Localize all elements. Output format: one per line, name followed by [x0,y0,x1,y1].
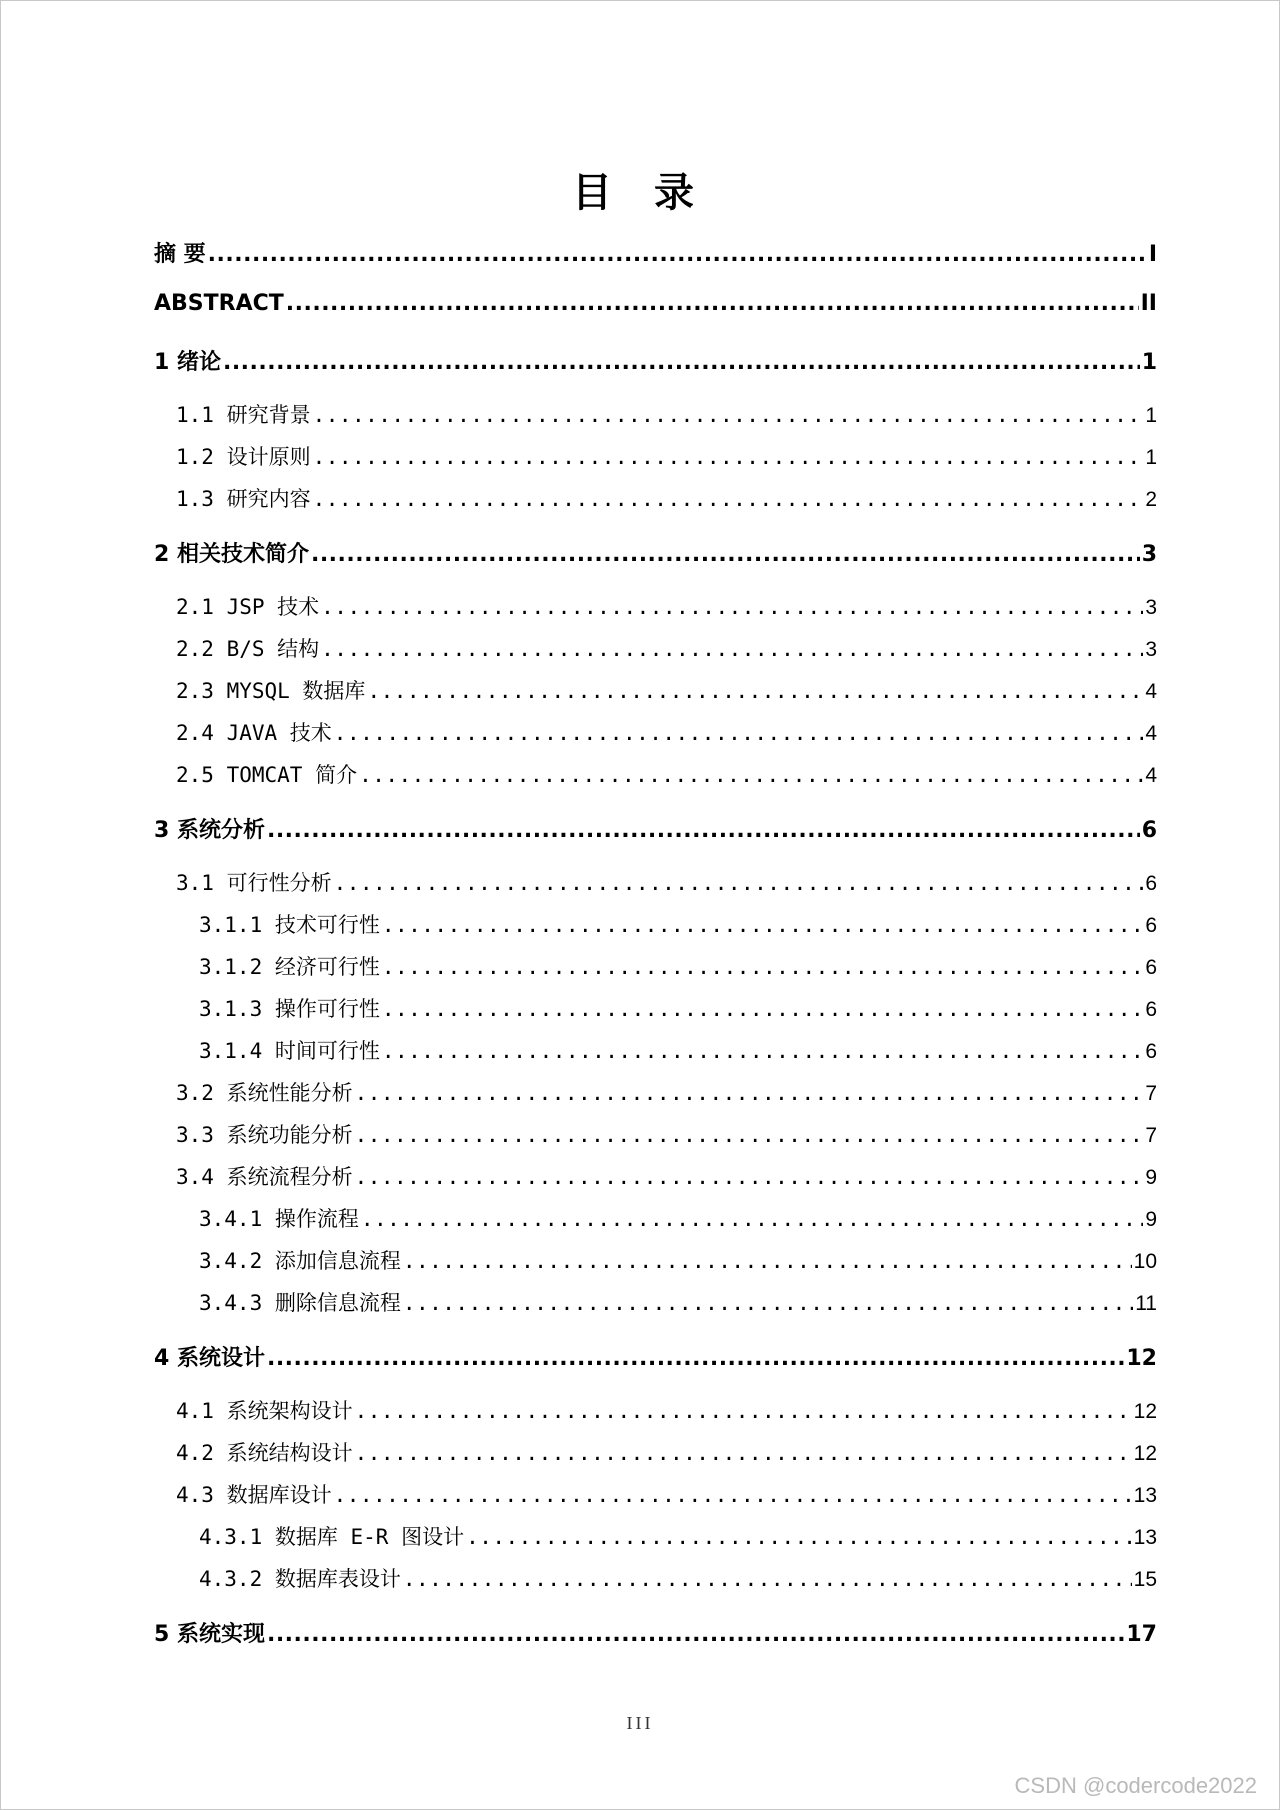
toc-entry-label: 3.4.1 操作流程 [199,1207,359,1231]
toc-entry-page: 6 [1145,914,1157,937]
toc-entry-label: 2 相关技术简介 [154,542,309,567]
toc-entry-page: 15 [1133,1568,1157,1591]
toc-leader-dots [359,763,1143,787]
toc-entry[interactable] [154,483,1157,513]
toc-entry[interactable] [154,1119,1157,1149]
toc-entry[interactable] [154,1287,1157,1317]
toc-entry-page: 1 [1145,404,1157,427]
toc-entry[interactable] [154,591,1157,621]
toc-entry-label: 2.1 JSP 技术 [176,595,320,619]
toc-entry[interactable] [154,237,1157,268]
toc-entry-label: 5 系统实现 [154,1622,265,1647]
toc-leader-dots [334,871,1144,895]
toc-leader-dots [267,1346,1124,1371]
toc-entry-page: I [1148,242,1157,267]
toc-entry-label: 1 绪论 [154,350,221,375]
toc-leader-dots [403,1291,1133,1315]
toc-entry-label: 1.1 研究背景 [176,403,311,427]
toc-entry-label: ABSTRACT [154,291,284,316]
toc-entry-page: 9 [1145,1208,1157,1231]
toc-leader-dots [355,1441,1132,1465]
toc-entry[interactable] [154,993,1157,1023]
toc-entry-label: 1.2 设计原则 [176,445,311,469]
toc-entry-page: 1 [1141,350,1157,375]
toc-leader-dots [313,403,1144,427]
toc-entry-label: 4.3.1 数据库 E-R 图设计 [199,1525,465,1549]
toc-entry-page: 4 [1145,680,1157,703]
toc-entry-label: 4.2 系统结构设计 [176,1441,353,1465]
toc-entry[interactable] [154,1161,1157,1191]
toc-entry[interactable] [154,1077,1157,1107]
toc-entry[interactable] [154,633,1157,663]
toc-entry-page: 2 [1145,488,1157,511]
toc-leader-dots [313,445,1144,469]
page-number: III [626,1713,654,1733]
toc-entry[interactable] [154,1563,1157,1593]
toc-entry-page: 12 [1133,1442,1157,1465]
toc-leader-dots [403,1567,1132,1591]
toc-entry-page: 6 [1145,1040,1157,1063]
toc-leader-dots [355,1123,1144,1147]
toc-entry-label: 2.4 JAVA 技术 [176,721,332,745]
watermark: CSDN @codercode2022 [1014,1773,1257,1798]
toc-leader-dots [382,1039,1143,1063]
toc-entry-page: 7 [1145,1124,1157,1147]
toc-entry[interactable] [154,759,1157,789]
toc-entry-page: 3 [1141,542,1157,567]
toc-entry[interactable] [154,813,1157,844]
toc-entry[interactable] [154,291,1157,316]
toc-entry-page: 6 [1145,998,1157,1021]
toc-entry[interactable] [154,537,1157,568]
toc-entry-page: 1 [1145,446,1157,469]
toc-leader-dots [334,1483,1132,1507]
toc-entry-label: 3.4 系统流程分析 [176,1165,353,1189]
toc-entry-page: 13 [1133,1526,1157,1549]
toc-entry-page: II [1140,291,1157,316]
toc-entry-label: 4.3 数据库设计 [176,1483,332,1507]
toc-leader-dots [334,721,1144,745]
toc-entry-label: 2.2 B/S 结构 [176,637,320,661]
toc-leader-dots [403,1249,1132,1273]
toc-entry-label: 1.3 研究内容 [176,487,311,511]
toc-leader-dots [382,913,1143,937]
toc-entry-label: 3.4.3 删除信息流程 [199,1291,401,1315]
toc-entry-page: 9 [1145,1166,1157,1189]
toc-entry[interactable] [154,441,1157,471]
toc-entry-page: 6 [1141,818,1157,843]
toc-leader-dots [355,1081,1144,1105]
toc-entry[interactable] [154,1395,1157,1425]
toc-leader-dots [382,955,1143,979]
table-of-contents [154,1,1157,1809]
toc-entry[interactable] [154,1521,1157,1551]
toc-leader-dots [321,595,1143,619]
toc-entry-label: 3.1.3 操作可行性 [199,997,380,1021]
toc-leader-dots [311,542,1140,567]
toc-leader-dots [223,350,1140,375]
toc-entry-label: 3.1.2 经济可行性 [199,955,380,979]
toc-entry-page: 12 [1126,1346,1157,1371]
toc-entry[interactable] [154,1437,1157,1467]
toc-leader-dots [466,1525,1132,1549]
toc-entry-label: 4.1 系统架构设计 [176,1399,353,1423]
toc-entry-label: 摘 要 [154,242,206,267]
toc-leader-dots [367,679,1143,703]
toc-entry-page: 17 [1126,1622,1157,1647]
toc-entry-label: 4 系统设计 [154,1346,265,1371]
toc-leader-dots [355,1399,1132,1423]
toc-entry[interactable] [154,1341,1157,1372]
toc-entry[interactable] [154,1203,1157,1233]
toc-entry[interactable] [154,1617,1157,1648]
toc-entry[interactable] [154,1245,1157,1275]
toc-entry-label: 3.2 系统性能分析 [176,1081,353,1105]
toc-entry[interactable] [154,1035,1157,1065]
toc-entry-label: 2.5 TOMCAT 简介 [176,763,358,787]
toc-entry-page: 10 [1133,1250,1157,1273]
toc-entry-label: 3 系统分析 [154,818,265,843]
toc-leader-dots [286,291,1139,316]
toc-entry[interactable] [154,675,1157,705]
toc-entry-label: 3.1 可行性分析 [176,871,332,895]
toc-entry-label: 4.3.2 数据库表设计 [199,1567,401,1591]
toc-entry-page: 6 [1145,956,1157,979]
toc-entry-page: 3 [1145,638,1157,661]
toc-entry-page: 4 [1145,764,1157,787]
toc-leader-dots [321,637,1143,661]
toc-entry-label: 3.1.1 技术可行性 [199,913,380,937]
toc-entry[interactable] [154,345,1157,376]
toc-entry-label: 3.4.2 添加信息流程 [199,1249,401,1273]
toc-entry-page: 7 [1145,1082,1157,1105]
toc-entry-label: 3.1.4 时间可行性 [199,1039,380,1063]
toc-title: 目 录 [572,170,708,216]
toc-entry-page: 12 [1133,1400,1157,1423]
toc-entry[interactable] [154,1479,1157,1509]
toc-entry-label: 2.3 MYSQL 数据库 [176,679,366,703]
toc-leader-dots [355,1165,1144,1189]
toc-leader-dots [361,1207,1143,1231]
toc-entry[interactable] [154,717,1157,747]
toc-entry[interactable] [154,867,1157,897]
toc-entry[interactable] [154,399,1157,429]
toc-entry-page: 6 [1145,872,1157,895]
toc-entry[interactable] [154,951,1157,981]
toc-leader-dots [208,242,1147,267]
toc-leader-dots [267,1622,1124,1647]
toc-leader-dots [382,997,1143,1021]
toc-entry-page: 11 [1135,1292,1157,1315]
toc-entry-page: 4 [1145,722,1157,745]
toc-entry-page: 3 [1145,596,1157,619]
toc-entry[interactable] [154,909,1157,939]
toc-leader-dots [313,487,1144,511]
toc-leader-dots [267,818,1140,843]
toc-entry-label: 3.3 系统功能分析 [176,1123,353,1147]
toc-entry-page: 13 [1133,1484,1157,1507]
